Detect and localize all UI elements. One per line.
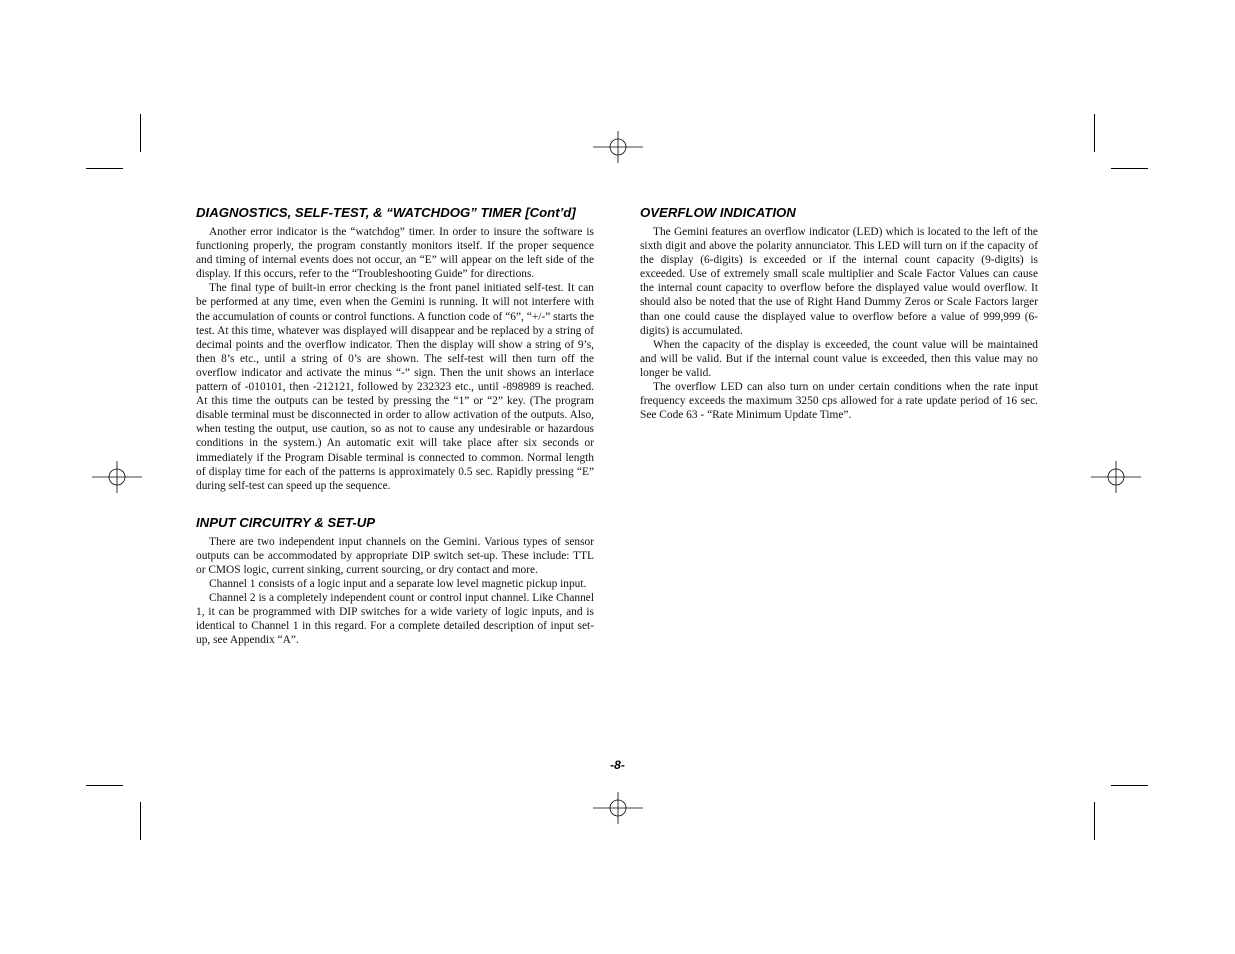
overflow-paragraph-3: The overflow LED can also turn on under certain conditions when the rate input frequency exceeds the maximum 3250 cps allowed for a rate update period of 16 sec. See Code 63 - “Rate Minimum Update Time”. (640, 381, 1038, 422)
page-number: -8- (610, 758, 625, 772)
crop-mark-bottom-left-v (140, 802, 141, 840)
registration-mark-left-icon (92, 461, 142, 493)
registration-mark-top-icon (593, 131, 643, 163)
input-circuitry-paragraph-3: Channel 2 is a completely independent count or control input channel. Like Channel 1, it can be programmed with DIP switches for a wide variety of logic inputs, and is identical to Channel 1 in this regard. For a complete detailed description of input set-up, see Appendix “A”. (196, 592, 594, 647)
crop-mark-bottom-right-v (1094, 802, 1095, 840)
diagnostics-paragraph-2: The final type of built-in error checking is the front panel initiated self-test. It can be performed at any time, even when the Gemini is running. It will not interfere with the accumulation of counts or control functions. A function code of “6”, “+/-” starts the test. At this time, whatever was displayed will disappear and be replaced by a string of decimal points and the overflow indicator. Then the display will show a string of 9’s, then 8’s etc., until a string of 0’s are shown. The self-test will then turn off the overflow indicator and activate the minus “-” sign. Then the unit shows an interlace pattern of -010101, then -212121, followed by 232323 etc., until -898989 is reached. At this time the outputs can be tested by pressing the “1” or “2” key. (The program disable terminal must be disconnected in order to allow activation of the outputs. Also, when testing the output, use caution, so as not to cause any undesirable or hazardous conditions in the system.) An automatic exit will take place after six seconds or immediately if the Program Disable terminal is connected to common. Normal length of display time for each of the patterns is approximately 0.5 sec. Rapidly pressing “E” during self-test can speed up the sequence. (196, 282, 594, 492)
section-spacer (196, 493, 594, 515)
diagnostics-paragraph-1: Another error indicator is the “watchdog” timer. In order to insure the software is functioning properly, the program constantly monitors itself. If the proper sequence and timing of internal events does not occur, an “E” will appear on the left side of the display. If this occurs, refer to the “Troubleshooting Guide” for directions. (196, 226, 594, 281)
crop-mark-top-left-h (86, 168, 123, 169)
registration-mark-bottom-icon (593, 792, 643, 824)
registration-mark-right-icon (1091, 461, 1141, 493)
crop-mark-bottom-left-h (86, 785, 123, 786)
input-circuitry-paragraph-2: Channel 1 consists of a logic input and a separate low level magnetic pickup input. (209, 578, 587, 591)
right-column (640, 205, 1038, 422)
crop-mark-bottom-right-h (1111, 785, 1148, 786)
input-circuitry-paragraph-1: There are two independent input channels on the Gemini. Various types of sensor outputs can be accommodated by appropriate DIP switch set-up. These include: TTL or CMOS logic, current sinking, current sourcing, or dry contact and more. (196, 535, 594, 576)
diagnostics-heading: DIAGNOSTICS, SELF-TEST, & “WATCHDOG” TIMER [Cont’d] (196, 205, 576, 220)
overflow-heading: OVERFLOW INDICATION (640, 205, 796, 220)
overflow-paragraph-2: When the capacity of the display is exceeded, the count value will be maintained and will be valid. But if the internal count value is exceeded, then this value may no longer be valid. (640, 338, 1038, 379)
left-column (196, 205, 594, 648)
crop-mark-top-right-h (1111, 168, 1148, 169)
input-circuitry-heading: INPUT CIRCUITRY & SET-UP (196, 514, 376, 530)
overflow-paragraph-1: The Gemini features an overflow indicator (LED) which is located to the left of the sixth digit and above the polarity annunciator. This LED will turn on if the capacity of the display (6-digits) is exceeded or if the internal count capacity (9-digits) is exceeded. Use of extremely small scale multiplier and Scale Factor Values can cause the internal count capacity to overflow before the displayed value would overflow. It should also be noted that the use of Right Hand Dummy Zeros or Scale Factors larger than one could cause the displayed value to overflow before a value of 999,999 (6-digits) is accumulated. (640, 226, 1038, 337)
crop-mark-top-right-v (1094, 114, 1095, 152)
crop-mark-top-left-v (140, 114, 141, 152)
